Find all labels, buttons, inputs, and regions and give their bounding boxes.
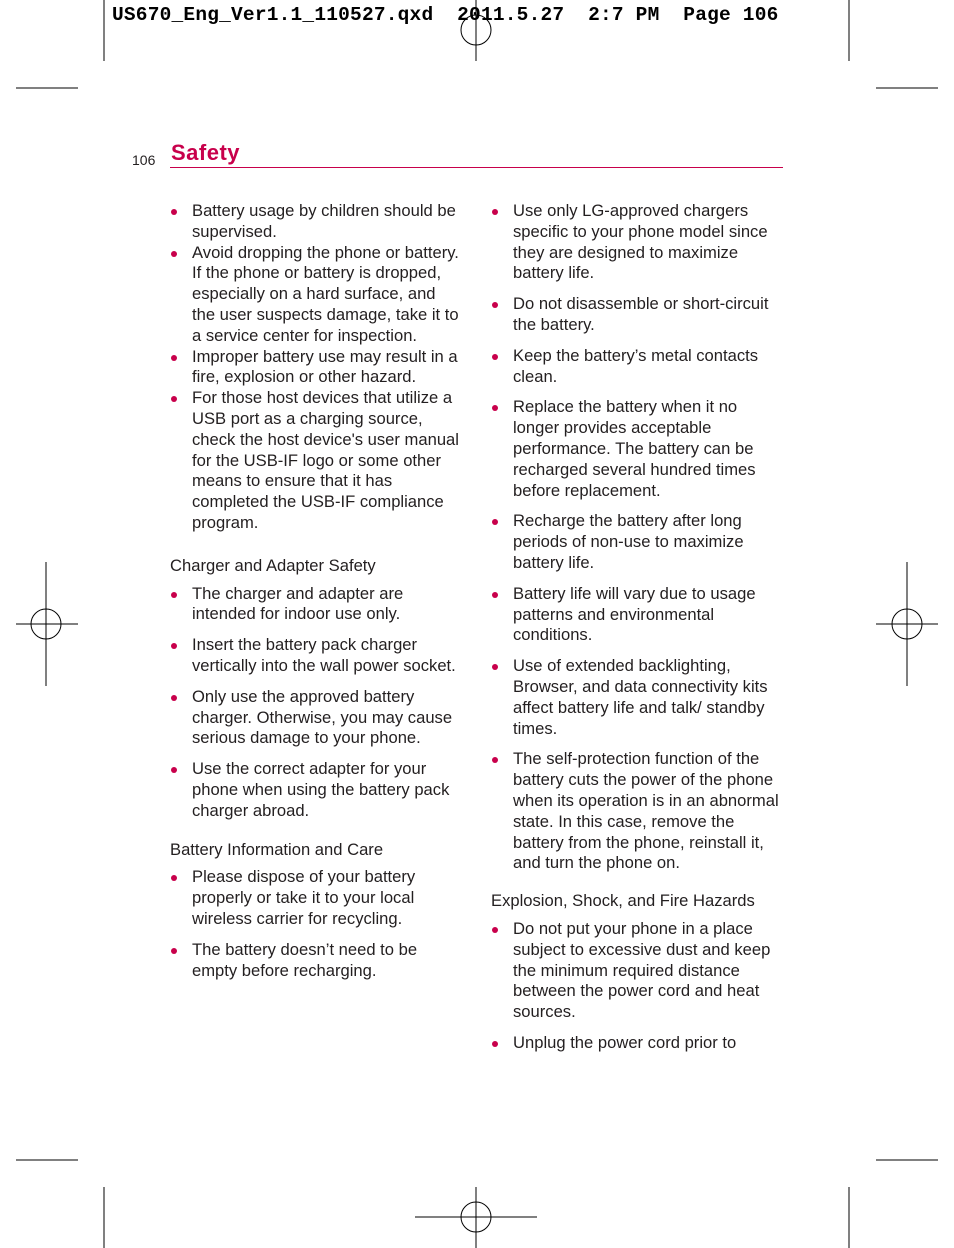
list-item: For those host devices that utilize a USB port as a charging source, check the host device's user manual for the USB-IF logo or some other means to ensure that it has completed the USB-IF compliance program. [170, 388, 462, 534]
title-rule [170, 167, 783, 168]
list-item: Use only LG-approved chargers specific to your phone model since they are designed to maximize battery life. [491, 201, 783, 284]
list-item: Please dispose of your battery properly or take it to your local wireless carrier for recycling. [170, 867, 462, 929]
hazards-heading: Explosion, Shock, and Fire Hazards [491, 891, 755, 911]
list-item: Do not put your phone in a place subject to excessive dust and keep the minimum required distance between the power cord and heat sources. [491, 919, 783, 1023]
list-item: Use the correct adapter for your phone when using the battery pack charger abroad. [170, 759, 462, 821]
left-column [170, 201, 462, 981]
battery-bullet-list-continued [491, 201, 783, 874]
list-item: Insert the battery pack charger vertically into the wall power socket. [170, 635, 462, 677]
list-item: Battery usage by children should be supervised. [170, 201, 462, 243]
charger-bullet-list [170, 584, 462, 822]
page-title: Safety [171, 140, 241, 165]
print-slug-line: US670_Eng_Ver1.1_110527.qxd 2011.5.27 2:7 PM Page 106 [112, 4, 779, 26]
battery-info-heading: Battery Information and Care [170, 839, 384, 859]
battery-bullet-list [170, 867, 462, 981]
list-item: The charger and adapter are intended for indoor use only. [170, 584, 462, 626]
list-item: Do not disassemble or short-circuit the battery. [491, 294, 783, 336]
hazards-bullet-list [491, 919, 783, 1054]
list-item: The battery doesn’t need to be empty before recharging. [170, 940, 462, 982]
list-item: Recharge the battery after long periods of non-use to maximize battery life. [491, 511, 783, 573]
list-item: Avoid dropping the phone or battery. If the phone or battery is dropped, especially on a hard surface, and the user suspects damage, take it to a service center for inspection. [170, 243, 462, 347]
list-item: Unplug the power cord prior to [491, 1033, 783, 1054]
list-item: Improper battery use may result in a fire, explosion or other hazard. [170, 347, 462, 389]
charger-safety-heading: Charger and Adapter Safety [170, 555, 376, 575]
list-item: Use of extended backlighting, Browser, and data connectivity kits affect battery life and talk/ standby times. [491, 656, 783, 739]
list-item: Battery life will vary due to usage patterns and environmental conditions. [491, 584, 783, 646]
list-item: Keep the battery’s metal contacts clean. [491, 346, 783, 388]
intro-bullet-list [170, 201, 462, 534]
page-number: 106 [132, 152, 156, 168]
list-item: Replace the battery when it no longer provides acceptable performance. The battery can be recharged several hundred times before replacement. [491, 397, 783, 501]
right-column [491, 201, 783, 1054]
list-item: The self-protection function of the battery cuts the power of the phone when its operation is in an abnormal state. In this case, remove the battery from the phone, reinstall it, and turn the phone on. [491, 749, 783, 874]
list-item: Only use the approved battery charger. Otherwise, you may cause serious damage to your phone. [170, 687, 462, 749]
